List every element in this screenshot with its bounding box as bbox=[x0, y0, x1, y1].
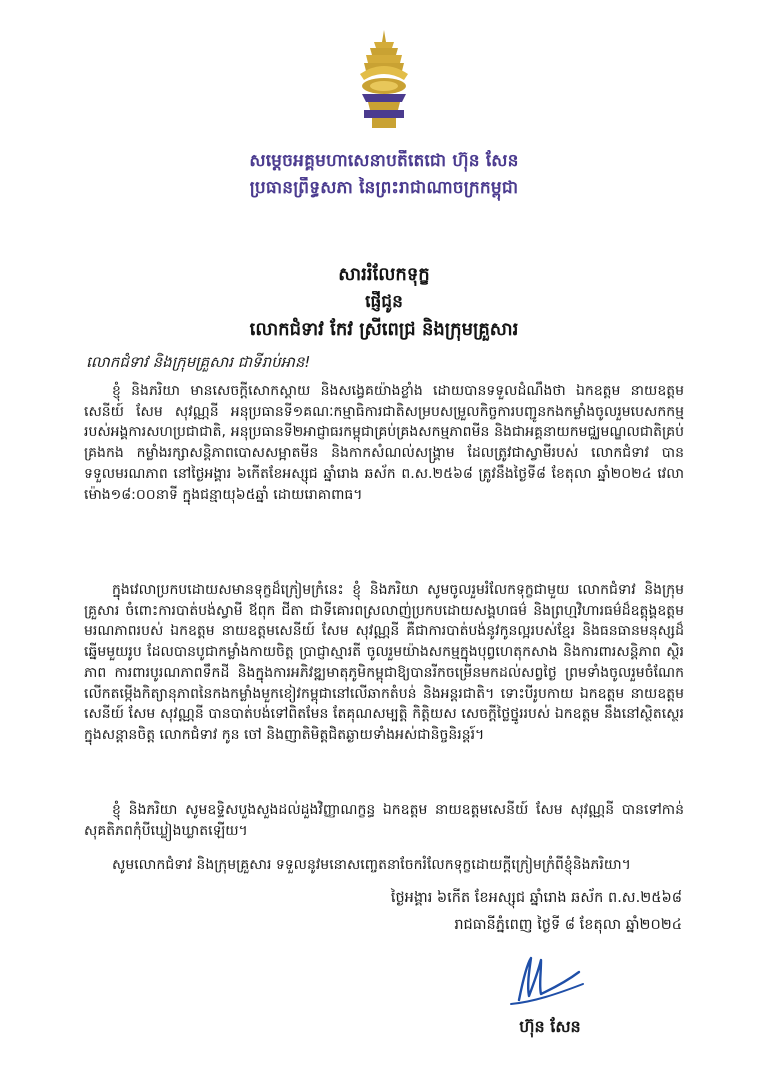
salutation: លោកជំទាវ និងក្រុមគ្រួសារ ជាទីរាប់អាន! bbox=[86, 353, 311, 371]
letter-recipient: លោកជំទាវ កែវ ស្រីពេជ្រ និងក្រុមគ្រួសារ bbox=[249, 319, 519, 340]
lunar-date: ថ្ងៃអង្គារ ៦កើត ខែអស្សុជ ឆ្នាំរោង ឆស័ក ព.ស.២៥៦៨ bbox=[390, 890, 682, 906]
sender-title-line-2: ប្រធានព្រឹទ្ធសភា នៃព្រះរាជាណាចក្រកម្ពុជា bbox=[249, 178, 519, 198]
royal-emblem-icon bbox=[352, 28, 416, 132]
paragraph-1: ខ្ញុំ និងភរិយា មានសេចក្តីសោកស្តាយ និងសង្វេគយ៉ាងខ្លាំង ដោយបានទទួលដំណឹងថា ឯកឧត្តម នាយឧត្តមសេនីយ៍ សែម សុវណ្ណនី អនុប្រធានទី១គណៈកម្មាធិការជាតិសម្របសម្រួលកិច្ចការបញ្ជូនកងកម្លាំងចូលរួមបេសកកម្មរបស់អង្គការសហប្រជាជាតិ, អនុប្រធានទី២អាជ្ញាធរកម្ពុជាគ្រប់គ្រងសកម្មភាពមីន និងជាអគ្គនាយកមជ្ឈមណ្ឌលជាតិគ្រប់គ្រងកង កម្លាំងរក្សាសន្តិភាពបោសសម្អាតមីន និងកាកសំណល់សង្គ្រាម ដែលត្រូវជាស្វាមីរបស់ លោកជំទាវ បានទទួលមរណភាព នៅថ្ងៃអង្គារ ៦កើតខែអស្សុជ ឆ្នាំរោង ឆស័ក ព.ស.២៥៦៨ ត្រូវនឹងថ្ងៃទី៨ ខែតុលា ឆ្នាំ២០២៤ វេលាម៉ោង១៨:០០នាទី ក្នុងជន្មាយុ៦៥ឆ្នាំ ដោយរោគាពាធ។ bbox=[84, 383, 684, 503]
signer-name: ហ៊ុន សែន bbox=[519, 1017, 581, 1036]
paragraph-2: ក្នុងវេលាប្រកបដោយសមានទុក្ខដ៏ក្រៀមក្រំនេះ ខ្ញុំ និងភរិយា សូមចូលរួមរំលែកទុក្ខជាមួយ លោកជំទាវ និងក្រុមគ្រួសារ ចំពោះការបាត់បង់ស្វាមី ឪពុក ជីតា ជាទីគោរពស្រលាញ់ប្រកបដោយសង្គហធម៌ និងព្រហ្មវិហារធម៌ដ៏ឧត្តុង្គឧត្តម មរណភាពរបស់ ឯកឧត្តម នាយឧត្តមសេនីយ៍ សែម សុវណ្ណនី គឺជាការបាត់បង់នូវកូនល្អរបស់ខ្មែរ និងធនធានមនុស្សដ៏ឆ្នើមមួយរូប ដែលបានបូជាកម្លាំងកាយចិត្ត ប្រាជ្ញាស្មារតី ចូលរួមយ៉ាងសកម្មក្នុងបុព្វហេតុកសាង និងការពារសន្តិភាព ស្ថិរភាព ការពារបូរណភាពទឹកដី និងក្នុងការអភិវឌ្ឍមាតុភូមិកម្ពុជាឱ្យបានរីកចម្រើនមកដល់សព្វថ្ងៃ ព្រមទាំងចូលរួមចំណែកលើកតម្កើងកិត្យានុភាពនៃកងកម្លាំងមួកខៀវកម្ពុជានៅលើឆាកតំបន់ និងអន្តរជាតិ។ ទោះបីរូបកាយ ឯកឧត្តម នាយឧត្តមសេនីយ៍ សែម សុវណ្ណនី បានបាត់បង់ទៅពិតមែន តែគុណសម្បត្តិ កិត្តិយស សេចក្តីថ្លៃថ្នូររបស់ ឯកឧត្តម នឹងនៅស្ថិតស្ថេរក្នុងសន្តានចិត្ត លោកជំទាវ កូន ចៅ និងញាតិមិត្តជិតឆ្ងាយទាំងអស់ជានិច្ចនិរន្តរ៍។ bbox=[84, 582, 684, 743]
handwritten-signature-icon bbox=[505, 950, 587, 1012]
solar-date: រាជធានីភ្នំពេញ ថ្ងៃទី ៨ ខែតុលា ឆ្នាំ២០២៤ bbox=[454, 917, 682, 933]
letter-title: សាររំលែកទុក្ខ bbox=[338, 264, 430, 285]
letter-subtitle: ផ្ញើជូន bbox=[365, 292, 403, 312]
paragraph-4: សូមលោកជំទាវ និងក្រុមគ្រួសារ ទទួលនូវមនោសញ្ចេតនាចែករំលែកទុក្ខដោយក្តីក្រៀមក្រំពីខ្ញុំនិងភរិយា។ bbox=[112, 857, 631, 873]
sender-title-line-1: សម្តេចអគ្គមហាសេនាបតីតេជោ ហ៊ុន សែន bbox=[249, 151, 519, 171]
paragraph-3: ខ្ញុំ និងភរិយា សូមឧទ្ទិសបួងសួងដល់ដួងវិញ្ញាណក្ខន្ធ ឯកឧត្តម នាយឧត្តមសេនីយ៍ សែម សុវណ្ណនី បានទៅកាន់សុគតិភពកុំបីឃ្លៀងឃ្លាតឡើយ។ bbox=[84, 802, 684, 839]
